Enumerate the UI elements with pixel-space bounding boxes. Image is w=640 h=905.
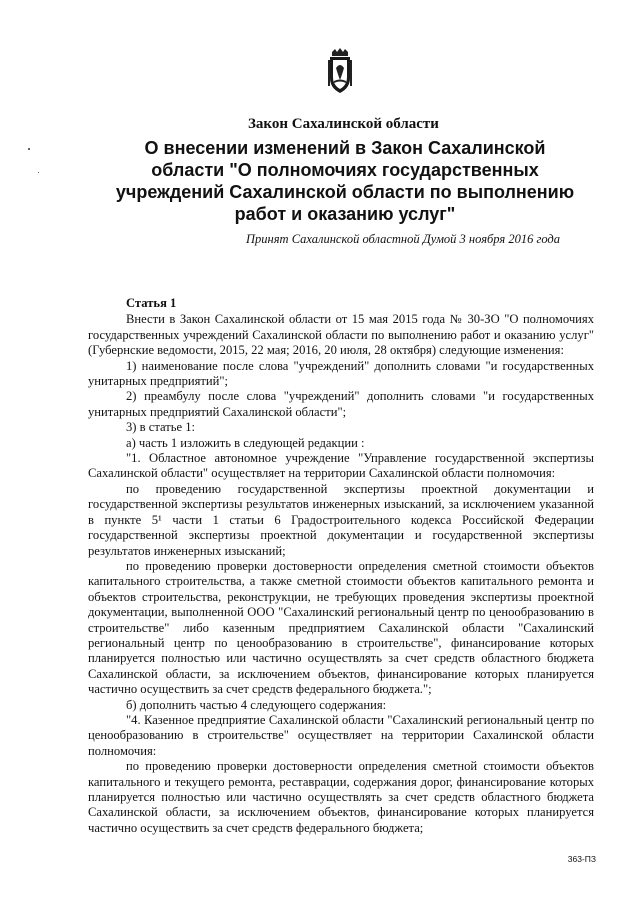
- paragraph: Внести в Закон Сахалинской области от 15 мая 2015 года № 30-ЗО "О полномочиях государственных учреждений Сахалинской области по выполнению работ и оказанию услуг" (Губернские ведомости, 2015, 22 мая; 2016, 20 июля, 28 октября) следующие изменения:: [88, 312, 594, 358]
- document-code: 363-ПЗ: [567, 854, 596, 864]
- scan-speck: [28, 148, 30, 150]
- paragraph: б) дополнить частью 4 следующего содержания:: [126, 697, 387, 712]
- title-line: О внесении изменений в Закон Сахалинской: [144, 138, 546, 158]
- sakhalin-coat-of-arms-icon: [327, 48, 353, 94]
- article-heading: Статья 1: [126, 296, 177, 310]
- paragraph: по проведению проверки достоверности определения сметной стоимости объектов капитального и текущего ремонта, реставрации, содержания дорог, финансирование которых планируется полностью или частично осуществлять за счет средств областного бюджета Сахалинской области, за исключением объектов, финансирование которых планируется частично осуществить за счет средств федерального бюджета;: [88, 759, 594, 835]
- law-body: [88, 296, 594, 836]
- title-line: учреждений Сахалинской области по выполнению: [115, 182, 575, 202]
- law-heading: Закон Сахалинской области: [248, 116, 439, 132]
- paragraph: "1. Областное автономное учреждение "Управление государственной экспертизы Сахалинской области" осуществляет на территории Сахалинской области полномочия:: [88, 451, 594, 481]
- title-line: работ и оказанию услуг": [234, 204, 456, 224]
- scan-speck: [38, 172, 39, 173]
- paragraph: а) часть 1 изложить в следующей редакции :: [126, 435, 365, 450]
- adoption-note: Принят Сахалинской областной Думой 3 ноября 2016 года: [246, 232, 560, 246]
- title-line: области "О полномочиях государственных: [151, 160, 539, 180]
- paragraph: 3) в статье 1:: [126, 420, 196, 435]
- paragraph: "4. Казенное предприятие Сахалинской области "Сахалинский региональный центр по ценообразованию в строительстве" осуществляет на территории Сахалинской области полномочия:: [88, 712, 594, 758]
- paragraph: по проведению проверки достоверности определения сметной стоимости объектов капитального строительства, а также сметной стоимости объектов капитального ремонта и объектов строительства, реконструкции, не требующих проведения экспертизы проектной документации, выполненной ООО "Сахалинский региональный центр по ценообразованию в строительстве" либо казенным предприятием Сахалинской области "Сахалинский региональный центр по ценообразованию в строительстве", финансирование которых планируется полностью или частично осуществлять за счет средств областного бюджета Сахалинской области, за исключением объектов, финансирование которых планируется частично осуществить за счет средств федерального бюджета.";: [88, 558, 594, 697]
- paragraph: по проведению государственной экспертизы проектной документации и государственной экспертизы результатов инженерных изысканий, за исключением указанной в пункте 5¹ части 1 статьи 6 Градостроительного кодекса Российской Федерации государственной экспертизы проектной документации и государственной экспертизы результатов инженерных изысканий;: [88, 481, 594, 558]
- paragraph: 2) преамбулу после слова "учреждений" дополнить словами "и государственных унитарных предприятий Сахалинской области";: [88, 389, 594, 419]
- law-title: [110, 137, 580, 225]
- paragraph: 1) наименование после слова "учреждений" дополнить словами "и государственных унитарных предприятий";: [88, 358, 594, 389]
